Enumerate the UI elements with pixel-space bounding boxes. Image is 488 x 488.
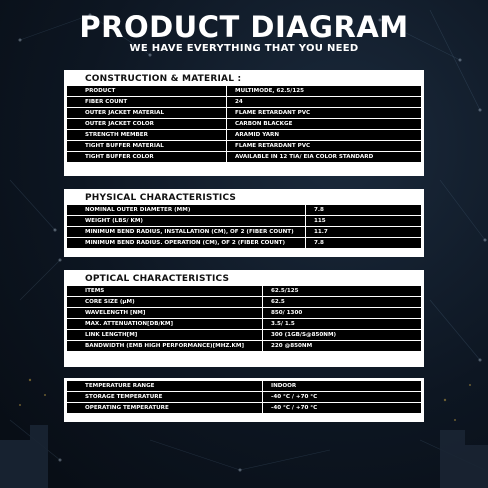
spec-label: ITEMS: [67, 286, 262, 296]
table-row: [67, 319, 421, 329]
spec-label: MAX. ATTENUATION[DB/KM]: [67, 319, 262, 329]
table-row: [67, 119, 421, 129]
table-row: [67, 130, 421, 140]
spec-value: 115: [305, 216, 421, 226]
table-row: [67, 152, 421, 162]
spec-value: 850/ 1300: [262, 308, 421, 318]
spec-label: WEIGHT (LBS/ KM): [67, 216, 305, 226]
spec-label: TIGHT BUFFER COLOR: [67, 152, 226, 162]
table-row: [67, 341, 421, 351]
spec-label: FIBER COUNT: [67, 97, 226, 107]
spec-value: 62.5/125: [262, 286, 421, 296]
spec-label: LINK LENGTH[M]: [67, 330, 262, 340]
spec-label: TIGHT BUFFER MATERIAL: [67, 141, 226, 151]
construction-material-table: [67, 85, 421, 163]
table-row: [67, 286, 421, 296]
spec-value: INDOOR: [262, 381, 421, 391]
page-title: PRODUCT DIAGRAM: [79, 10, 409, 44]
table-row: [67, 205, 421, 215]
spec-label: STRENGTH MEMBER: [67, 130, 226, 140]
table-row: [67, 97, 421, 107]
physical-characteristics-title: PHYSICAL CHARACTERISTICS: [85, 193, 237, 203]
spec-label: BANDWIDTH (EMB HIGH PERFORMANCE)[MHZ.KM]: [67, 341, 262, 351]
spec-label: CORE SIZE (μM): [67, 297, 262, 307]
optical-characteristics-table: [67, 285, 421, 352]
spec-label: NOMINAL OUTER DIAMETER (MM): [67, 205, 305, 215]
temperature-table: [67, 380, 421, 414]
physical-characteristics-panel: [64, 189, 424, 257]
page-subtitle: WE HAVE EVERYTHING THAT YOU NEED: [129, 43, 359, 54]
table-row: [67, 238, 421, 248]
spec-label: WAVELENGTH [NM]: [67, 308, 262, 318]
spec-label: TEMPERATURE RANGE: [67, 381, 262, 391]
table-row: [67, 403, 421, 413]
optical-characteristics-title: OPTICAL CHARACTERISTICS: [85, 274, 230, 284]
spec-label: PRODUCT: [67, 86, 226, 96]
table-row: [67, 330, 421, 340]
physical-characteristics-table: [67, 204, 421, 249]
spec-value: 24: [226, 97, 421, 107]
spec-value: 3.5/ 1.5: [262, 319, 421, 329]
temperature-panel: [64, 378, 424, 422]
spec-value: ARAMID YARN: [226, 130, 421, 140]
table-row: [67, 381, 421, 391]
table-row: [67, 392, 421, 402]
spec-label: OUTER JACKET MATERIAL: [67, 108, 226, 118]
spec-value: AVAILABLE IN 12 TIA/ EIA COLOR STANDARD: [226, 152, 421, 162]
spec-value: FLAME RETARDANT PVC: [226, 108, 421, 118]
spec-label: OUTER JACKET COLOR: [67, 119, 226, 129]
spec-value: MULTIMODE, 62.5/125: [226, 86, 421, 96]
table-row: [67, 108, 421, 118]
table-row: [67, 86, 421, 96]
spec-value: -40 °C / +70 °C: [262, 403, 421, 413]
construction-material-title: CONSTRUCTION & MATERIAL :: [85, 74, 242, 84]
spec-value: 300 (1GB/S@850NM): [262, 330, 421, 340]
spec-label: OPERATING TEMPERATURE: [67, 403, 262, 413]
table-row: [67, 216, 421, 226]
spec-value: -40 °C / +70 °C: [262, 392, 421, 402]
spec-value: FLAME RETARDANT PVC: [226, 141, 421, 151]
spec-value: 62.5: [262, 297, 421, 307]
spec-value: CARBON BLACKGE: [226, 119, 421, 129]
table-row: [67, 141, 421, 151]
spec-value: 7.8: [305, 205, 421, 215]
table-row: [67, 297, 421, 307]
construction-material-panel: [64, 70, 424, 176]
spec-label: MINIMUM BEND RADIUS, INSTALLATION (CM), OF 2 (FIBER COUNT): [67, 227, 305, 237]
spec-label: STORAGE TEMPERATURE: [67, 392, 262, 402]
optical-characteristics-panel: [64, 270, 424, 367]
spec-value: 220 @850NM: [262, 341, 421, 351]
table-row: [67, 308, 421, 318]
spec-value: 7.8: [305, 238, 421, 248]
table-row: [67, 227, 421, 237]
spec-label: MINIMUM BEND RADIUS. OPERATION (CM), OF 2 (FIBER COUNT): [67, 238, 305, 248]
spec-value: 11.7: [305, 227, 421, 237]
